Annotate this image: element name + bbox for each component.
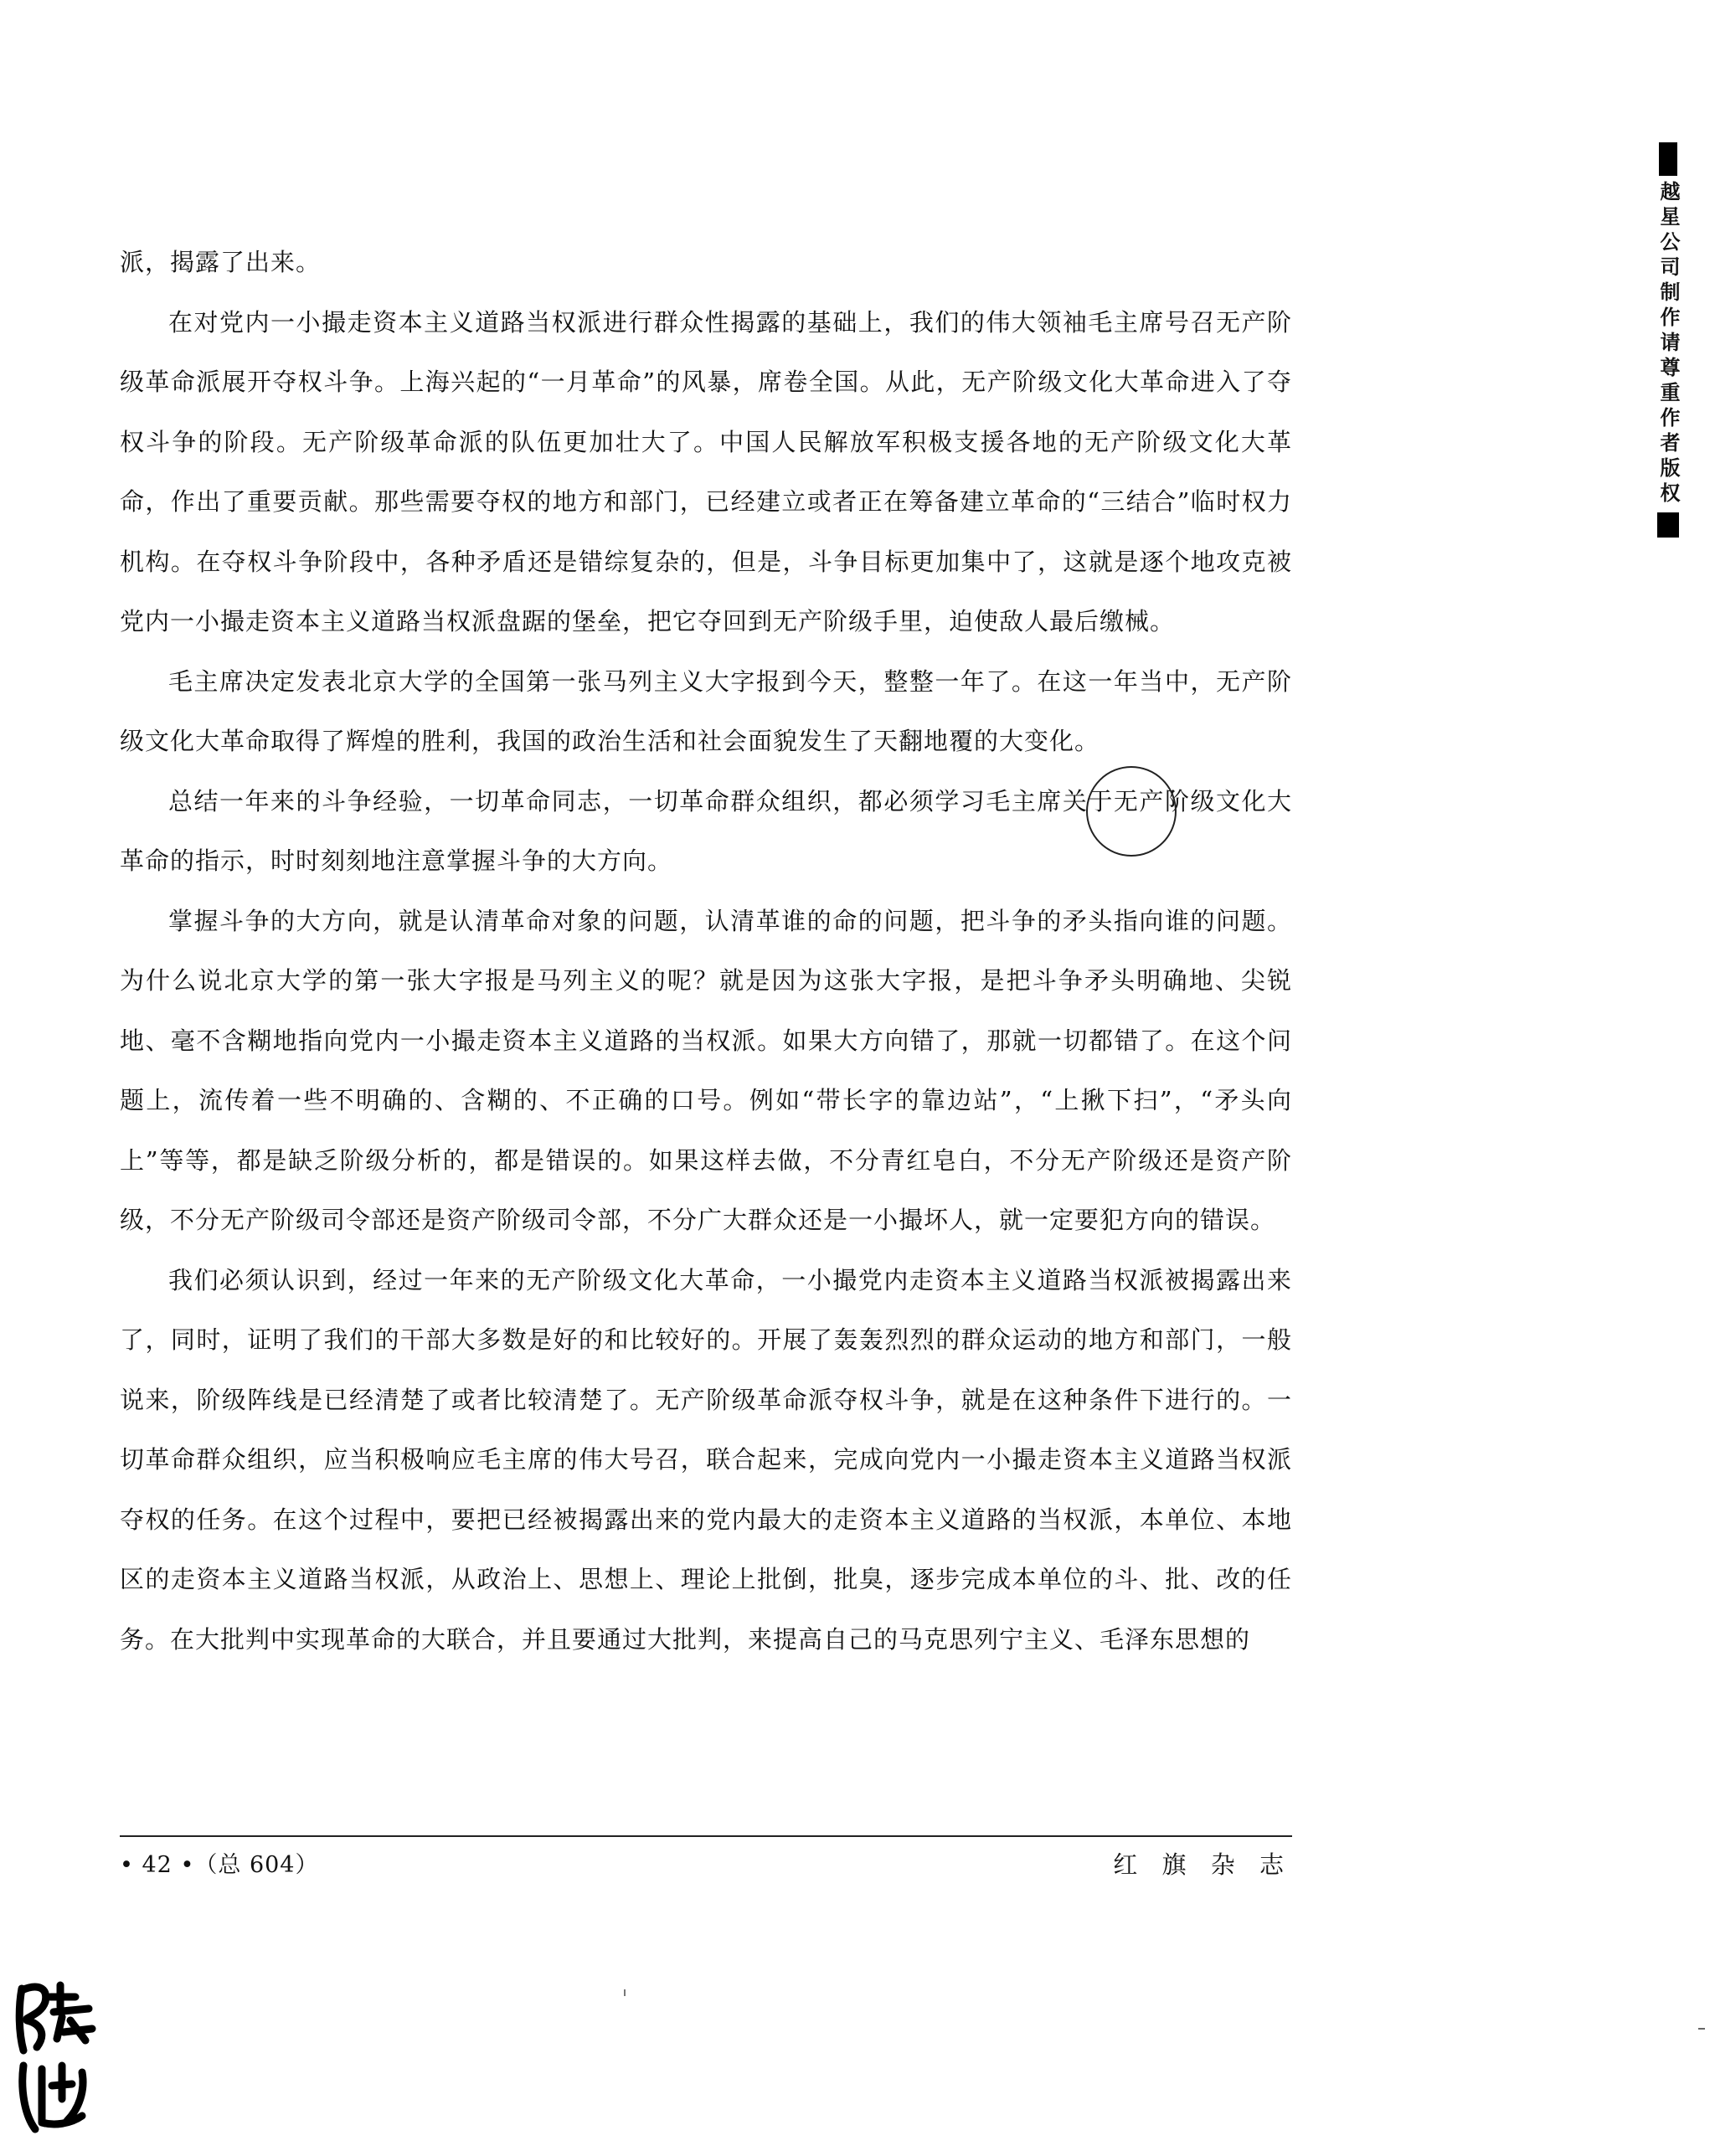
circle-annotation [1086,766,1177,857]
paragraph: 掌握斗争的大方向，就是认清革命对象的问题，认清革谁的命的问题，把斗争的矛头指向谁的问题。为什么说北京大学的第一张大字报是马列主义的呢？就是因为这张大字报，是把斗争矛头明确地、尖锐地、毫不含糊地指向党内一小撮走资本主义道路的当权派。如果大方向错了，那就一切都错了。在这个问题上，流传着一些不明确的、含糊的、不正确的口号。例如“带长字的靠边站”，“上揪下扫”，“矛头向上”等等，都是缺乏阶级分析的，都是错误的。如果这样去做，不分青红皂白，不分无产阶级还是资产阶级，不分无产阶级司令部还是资产阶级司令部，不分广大群众还是一小撮坏人，就一定要犯方向的错误。 [120,906,1292,1234]
speck [1698,2028,1705,2030]
copyright-side-strip [1650,142,1687,538]
strip-bar-top [1659,142,1677,176]
seal-icon [12,1973,104,2141]
speck [624,1989,626,1996]
paragraph: 总结一年来的斗争经验，一切革命同志，一切革命群众组织，都必须学习毛主席关于无产阶级文化大革命的指示，时时刻刻地注意掌握斗争的大方向。 [120,786,1292,875]
footer-rule [120,1835,1292,1837]
page-number: • 42 •（总 604） [120,1852,319,1878]
copyright-notice: 越星公司制作请尊重作者版权 [1656,181,1680,507]
article-body [120,233,1292,1670]
paragraph: 我们必须认识到，经过一年来的无产阶级文化大革命，一小撮党内走资本主义道路当权派被揭露出来了，同时，证明了我们的干部大多数是好的和比较好的。开展了轰轰烈烈的群众运动的地方和部门，一般说来，阶级阵线是已经清楚了或者比较清楚了。无产阶级革命派夺权斗争，就是在这种条件下进行的。一切革命群众组织，应当积极响应毛主席的伟大号召，联合起来，完成向党内一小撮走资本主义道路当权派夺权的任务。在这个过程中，要把已经被揭露出来的党内最大的走资本主义道路的当权派，本单位、本地区的走资本主义道路当权派，从政治上、思想上、理论上批倒，批臭，逐步完成本单位的斗、批、改的任务。在大批判中实现革命的大联合，并且要通过大批判，来提高自己的马克思列宁主义、毛泽东思想的 [120,1265,1292,1654]
paragraph: 在对党内一小撮走资本主义道路当权派进行群众性揭露的基础上，我们的伟大领袖毛主席号召无产阶级革命派展开夺权斗争。上海兴起的“一月革命”的风暴，席卷全国。从此，无产阶级文化大革命进入了夺权斗争的阶段。无产阶级革命派的队伍更加壮大了。中国人民解放军积极支援各地的无产阶级文化大革命，作出了重要贡献。那些需要夺权的地方和部门，已经建立或者正在筹备建立革命的“三结合”临时权力机构。在夺权斗争阶段中，各种矛盾还是错综复杂的，但是，斗争目标更加集中了，这就是逐个地攻克被党内一小撮走资本主义道路当权派盘踞的堡垒，把它夺回到无产阶级手里，迫使敌人最后缴械。 [120,307,1292,635]
paragraph: 毛主席决定发表北京大学的全国第一张马列主义大字报到今天，整整一年了。在这一年当中，无产阶级文化大革命取得了辉煌的胜利，我国的政治生活和社会面貌发生了天翻地覆的大变化。 [120,666,1292,755]
journal-name: 红 旗 杂 志 [1113,1850,1292,1879]
seal-stamp [12,1973,104,2141]
paragraph-continuation: 派，揭露了出来。 [120,248,322,276]
strip-bar-bottom [1657,512,1679,538]
